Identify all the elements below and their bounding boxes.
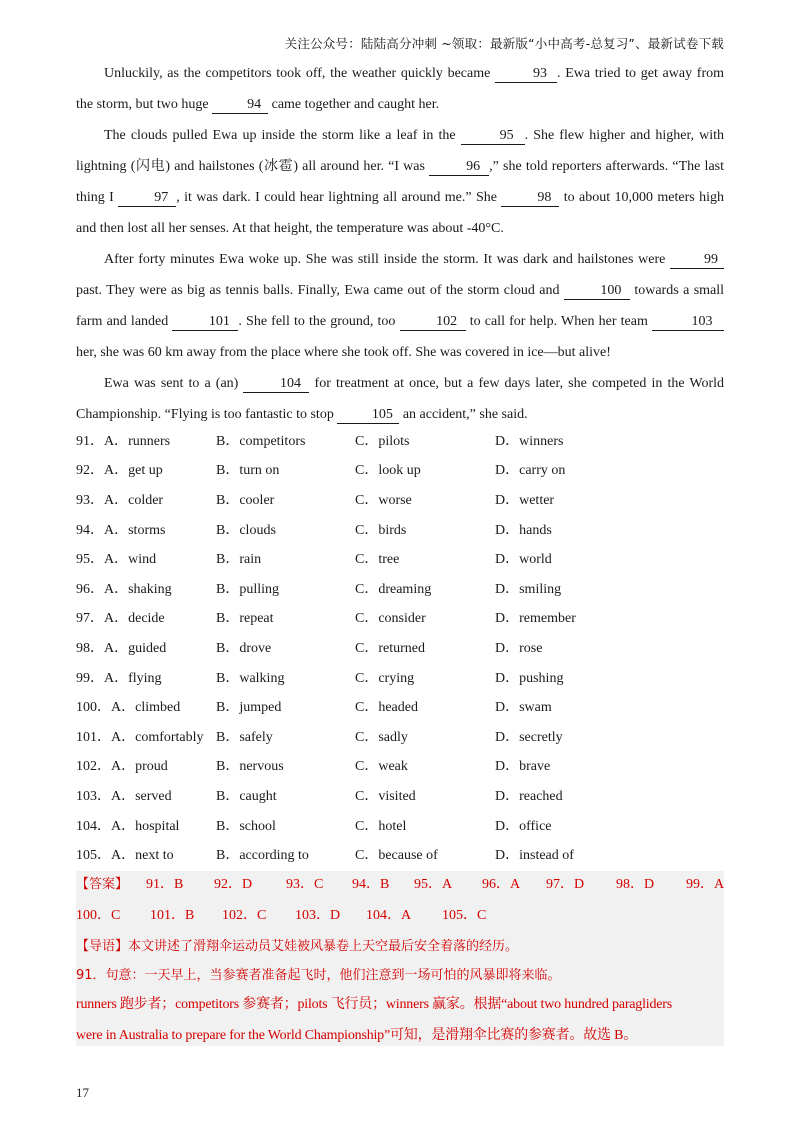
answer-item: 98．D	[616, 877, 655, 892]
option-b: B．jumped	[216, 700, 282, 716]
option-b: B．clouds	[216, 522, 276, 538]
answer-item: 92．D	[214, 877, 253, 892]
answer-item: 97．D	[546, 877, 585, 892]
text: Ewa was sent to a (an)	[104, 376, 239, 391]
option-d: D．smiling	[495, 581, 562, 597]
answer-row-1	[76, 873, 725, 893]
option-b: B．repeat	[216, 611, 274, 627]
option-d: D．carry on	[495, 463, 566, 479]
blank-102: 102	[400, 314, 466, 331]
option-d: D．brave	[495, 759, 551, 775]
option-c: C．look up	[355, 463, 421, 479]
answer-label: 【答案】	[76, 877, 129, 892]
option-c: C．pilots	[355, 433, 410, 449]
blank-96: 96	[429, 159, 489, 176]
text: The clouds pulled Ewa up inside the storm like a leaf in the	[104, 128, 456, 143]
option-a: A．colder	[104, 492, 164, 508]
guide-text: 本文讲述了滑翔伞运动员艾娃被风暴卷上天空最后安全着落的经历。	[128, 939, 519, 954]
answer-item: 93．C	[286, 877, 324, 892]
option-a: A．wind	[104, 552, 157, 568]
answer-item: 105．C	[442, 908, 487, 923]
option-a: A．storms	[104, 522, 166, 538]
paragraph-2	[76, 120, 724, 244]
option-b: B．pulling	[216, 581, 280, 597]
explanation-text-1: runners 跑步者；competitors 参赛者；pilots 飞行员；winners 赢家。根据“about two hundred paragliders	[76, 997, 673, 1012]
option-c: C．birds	[355, 522, 407, 538]
option-c: C．visited	[355, 788, 416, 804]
option-a: A．hospital	[111, 818, 180, 834]
answer-box	[76, 871, 724, 1046]
explanation-line-2	[76, 1024, 637, 1044]
option-d: D．hands	[495, 522, 552, 538]
answer-item: 102．C	[222, 908, 267, 923]
guide-line	[76, 935, 518, 955]
guide-label: 【导语】	[76, 939, 129, 954]
text: for treatment at once, but a few days later, she competed in the World Championship. “Flying is too fantastic to stop	[76, 376, 725, 422]
option-d: D．pushing	[495, 670, 564, 686]
option-c: C．weak	[355, 759, 408, 775]
text: her, she was 60 km away from the place where she took off. She was covered in ice—but alive!	[76, 345, 611, 360]
passage	[76, 58, 724, 430]
option-d: D．wetter	[495, 492, 555, 508]
option-d: D．office	[495, 818, 552, 834]
option-b: B．caught	[216, 788, 277, 804]
option-c: C．because of	[355, 848, 438, 864]
option-d: D．remember	[495, 611, 576, 627]
answer-item: 99．A	[686, 877, 725, 892]
page-header: 关注公众号：陆陆高分冲刺 ~领取：最新版“小中高考-总复习”、最新试卷下载	[284, 36, 724, 51]
option-b: B．safely	[216, 729, 273, 745]
explanation-text-2: were in Australia to prepare for the World Championship”可知，是滑翔伞比赛的参赛者。故选 B。	[76, 1028, 638, 1043]
option-b: B．rain	[216, 552, 262, 568]
answer-item: 104．A	[366, 908, 412, 923]
page-number: 17	[76, 1085, 89, 1100]
option-c: C．consider	[355, 611, 426, 627]
option-a: A．flying	[104, 670, 162, 686]
blank-99: 99	[670, 252, 724, 269]
option-c: C．dreaming	[355, 581, 432, 597]
text: . Ewa tried to get away from the storm, but two huge	[76, 66, 724, 112]
option-d: D．rose	[495, 640, 543, 656]
blank-104: 104	[243, 376, 309, 393]
option-a: A．served	[111, 788, 172, 804]
text: Unluckily, as the competitors took off, the weather quickly became	[104, 66, 491, 81]
option-d: D．winners	[495, 433, 564, 449]
option-d: D．secretly	[495, 729, 563, 745]
option-a: A．climbed	[111, 700, 181, 716]
text: After forty minutes Ewa woke up. She was still inside the storm. It was dark and hailstones were	[104, 252, 666, 267]
blank-98: 98	[501, 190, 559, 207]
option-c: C．sadly	[355, 729, 408, 745]
option-d: D．instead of	[495, 848, 574, 864]
blank-95: 95	[461, 128, 525, 145]
text: to call for help. When her team	[469, 314, 648, 329]
q91-line	[76, 964, 561, 984]
text: to about 10,000 meters high and then lost all her senses. At that height, the temperature was about -40°C.	[76, 190, 725, 236]
paragraph-3	[76, 244, 724, 368]
blank-105: 105	[337, 407, 399, 424]
option-c: C．hotel	[355, 818, 407, 834]
answer-item: 91．B	[146, 877, 184, 892]
option-b: B．drove	[216, 640, 272, 656]
option-a: A．get up	[104, 463, 163, 479]
blank-103: 103	[652, 314, 724, 331]
blank-93: 93	[495, 66, 557, 83]
option-a: A．comfortably	[111, 729, 204, 745]
option-b: B．according to	[216, 848, 309, 864]
option-a: A．guided	[104, 640, 167, 656]
text: ,” she told reporters afterwards. “The last thing I	[76, 159, 724, 205]
option-c: C．headed	[355, 700, 418, 716]
option-c: C．worse	[355, 492, 412, 508]
option-d: D．swam	[495, 700, 552, 716]
blank-100: 100	[564, 283, 630, 300]
option-c: C．returned	[355, 640, 425, 656]
option-d: D．world	[495, 552, 552, 568]
text: , it was dark. I could hear lightning all around me.” She	[176, 190, 497, 205]
option-c: C．crying	[355, 670, 415, 686]
option-b: B．cooler	[216, 492, 275, 508]
option-a: A．proud	[111, 759, 168, 775]
option-a: A．decide	[104, 611, 165, 627]
text: . She fell to the ground, too	[238, 314, 396, 329]
option-b: B．nervous	[216, 759, 284, 775]
paragraph-4	[76, 368, 724, 430]
text: past. They were as big as tennis balls. Finally, Ewa came out of the storm cloud and	[76, 283, 560, 298]
answer-item: 94．B	[352, 877, 390, 892]
option-b: B．walking	[216, 670, 285, 686]
explanation-line-1	[76, 993, 672, 1013]
option-a: A．shaking	[104, 581, 172, 597]
paragraph-1	[76, 58, 724, 120]
option-a: A．runners	[104, 433, 171, 449]
answer-item: 101．B	[150, 908, 195, 923]
option-b: B．competitors	[216, 433, 306, 449]
option-b: B．turn on	[216, 463, 280, 479]
answer-item: 95．A	[414, 877, 453, 892]
q91-text: 91．句意：一天早上，当参赛者准备起飞时，他们注意到一场可怕的风暴即将来临。	[76, 968, 561, 983]
answer-item: 100．C	[76, 908, 121, 923]
option-d: D．reached	[495, 788, 563, 804]
option-a: A．next to	[111, 848, 174, 864]
text: towards a small farm and landed	[76, 283, 725, 329]
answer-item: 96．A	[482, 877, 521, 892]
blank-97: 97	[118, 190, 176, 207]
text: . She flew higher and higher, with lightning (闪电) and hailstones (冰雹) all around her. “I was	[76, 128, 725, 174]
text: came together and caught her.	[271, 97, 440, 112]
text: an accident,” she said.	[402, 407, 528, 422]
blank-101: 101	[172, 314, 238, 331]
blank-94: 94	[212, 97, 268, 114]
option-b: B．school	[216, 818, 276, 834]
answer-item: 103．D	[295, 908, 341, 923]
option-c: C．tree	[355, 552, 400, 568]
